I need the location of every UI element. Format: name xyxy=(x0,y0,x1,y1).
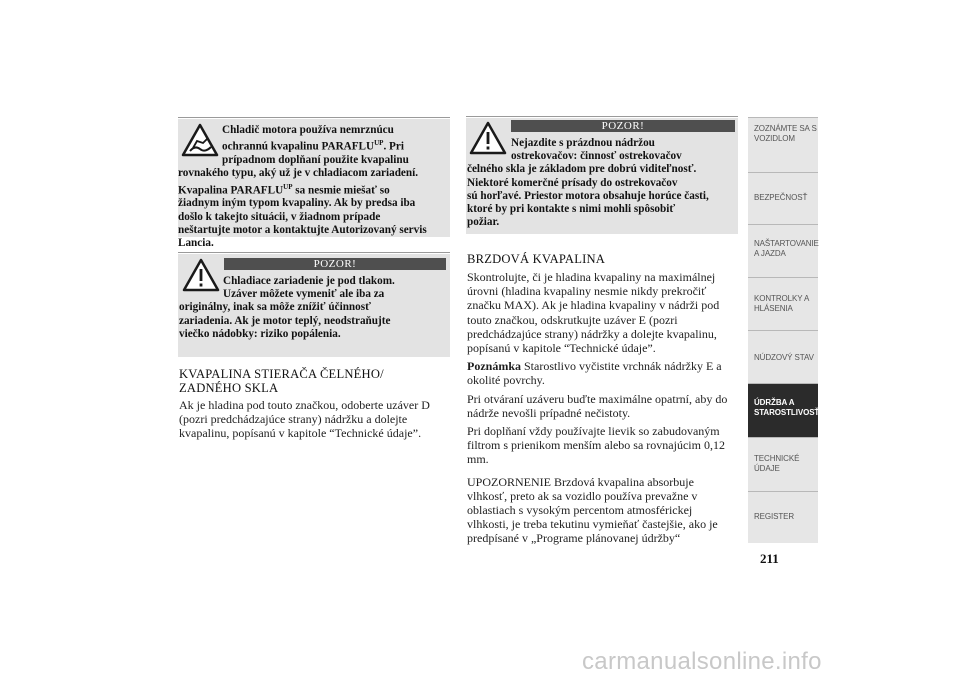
tab-label: NÚDZOVÝ STAV xyxy=(754,353,814,362)
tab-vehicle-intro[interactable] xyxy=(748,117,818,172)
brake-paragraph-1 xyxy=(467,270,742,355)
washer-warning-heading: POZOR! xyxy=(511,120,735,132)
coolant-note-line: došlo k takejto situácii, v žiadnom prípade xyxy=(178,210,381,223)
body-line: vlhkosť, preto ak sa vozidlo používa prevažne v xyxy=(467,488,698,503)
washer-warning-line: Niektoré komerčné prísady do ostrekovačov xyxy=(467,176,678,189)
body-line: Ak je hladina pod touto značkou, odoberte uzáver D xyxy=(179,398,430,412)
brake-fluid-heading: BRZDOVÁ KVAPALINA xyxy=(467,252,606,266)
body-line: Poznámka Starostlivo vyčistite vrchnák nádržky E a xyxy=(467,359,722,374)
right-warning-top-rule xyxy=(466,116,738,117)
brake-paragraph-warning xyxy=(467,475,742,546)
washer-warning-text xyxy=(467,137,737,229)
brake-paragraph-note xyxy=(467,359,742,387)
tab-maintenance[interactable] xyxy=(748,383,818,437)
body-line: oblastiach s vysokým percentom atmosférickej xyxy=(467,503,693,518)
washer-warning-line: požiar. xyxy=(467,216,500,229)
body-line: UPOZORNENIE Brzdová kvapalina absorbuje xyxy=(467,474,694,489)
tab-emergency[interactable] xyxy=(748,330,818,383)
coolant-note-line: Chladič motora používa nemrznúcu xyxy=(222,124,394,136)
tab-label: NAŠTARTOVANIE xyxy=(754,239,819,248)
tab-label: ÚDAJE xyxy=(754,463,780,473)
tab-safety[interactable] xyxy=(748,172,818,224)
heading-line: ZADNÉHO SKLA xyxy=(179,381,279,395)
tab-starting-driving[interactable] xyxy=(748,224,818,277)
left-top-rule xyxy=(178,117,450,118)
tab-label: A JAZDA xyxy=(754,248,786,258)
page-number: 211 xyxy=(760,551,779,566)
tab-label: ÚDRŽBA A xyxy=(754,398,795,407)
tab-label: KONTROLKY A xyxy=(754,294,810,303)
coolant-note-line: Kvapalina $PARAFLU^{UP}$ sa nesmie miešať so xyxy=(178,182,390,197)
brake-paragraph-3 xyxy=(467,392,742,420)
tab-index[interactable] xyxy=(748,491,818,543)
coolant-note-line: neštartujte motor a kontaktujte Autorizovaný servis xyxy=(178,223,427,236)
coolant-note-line: Lancia. xyxy=(178,237,214,250)
washer-warning-line: čelného skla je základom pre dobrú viditeľnosť. xyxy=(467,163,697,176)
heading-line: KVAPALINA STIERAČA ČELNÉHO/ xyxy=(179,367,384,381)
tab-warning-lights[interactable] xyxy=(748,277,818,330)
pressure-warning-line: zariadenia. Ak je motor teplý, neodstraňujte xyxy=(179,314,391,327)
washer-warning-line: ktoré by pri kontakte s nimi mohli spôsobiť xyxy=(467,203,676,216)
left-warning-top-rule xyxy=(178,252,450,253)
washer-warning-line: ostrekovačov: činnosť ostrekovačov xyxy=(511,150,682,163)
washer-fluid-text xyxy=(179,398,454,441)
washer-warning-line: sú horľavé. Priestor motora obsahuje horúce časti, xyxy=(467,189,709,202)
body-line: nádrže nevošli prípadné nečistoty. xyxy=(467,405,631,420)
body-line: predchádzajúce strany) nádržky a dolejte kvapalinu, xyxy=(467,326,717,341)
pressure-warning-line: Uzáver môžete vymeniť ale iba za xyxy=(223,288,385,301)
tab-label: TECHNICKÉ xyxy=(754,454,800,463)
pressure-warning-line: Chladiace zariadenie je pod tlakom. xyxy=(223,275,395,287)
coolant-note-line: prípadnom doplňaní použite kvapalinu xyxy=(222,154,409,167)
body-line: kvapalinu, popísanú v kapitole “Technické údaje”. xyxy=(179,426,422,441)
coolant-note-line: ochrannú kvapalinu $PARAFLU^{UP}$. Pri xyxy=(222,139,404,153)
body-line: Pri otváraní uzáveru buďte maximálne opatrní, aby do xyxy=(467,391,728,406)
body-line: (pozri predchádzajúce strany) nádržku a dolejte xyxy=(179,412,408,427)
body-line: mm. xyxy=(467,452,489,467)
note-label: Poznámka xyxy=(467,359,521,374)
tab-technical-data[interactable] xyxy=(748,437,818,491)
body-line: Pri doplňaní vždy používajte lievik so zabudovaným xyxy=(467,424,720,439)
body-line: úrovni (hladina kvapaliny nesmie nikdy prekročiť xyxy=(467,284,707,299)
coolant-note-text xyxy=(178,124,450,250)
tab-label: REGISTER xyxy=(754,512,795,521)
coolant-note-line: žiadnym iným typom kvapaliny. Ak by predsa iba xyxy=(178,197,416,210)
body-line: filtrom s prienikom menším alebo sa rovnajúcim 0,12 xyxy=(467,438,725,453)
body-line: Skontrolujte, či je hladina kvapaliny na maximálnej xyxy=(467,270,716,284)
tab-label: ZOZNÁMTE SA S xyxy=(754,124,817,133)
tab-label: STAROSTLIVOSŤ xyxy=(754,407,820,417)
superscript-up: UP xyxy=(374,139,384,148)
washer-fluid-heading xyxy=(179,367,451,395)
tab-label: HLÁSENIA xyxy=(754,303,793,313)
superscript-up: UP xyxy=(283,182,293,191)
pressure-warning-text xyxy=(179,275,449,341)
coolant-note-line: rovnakého typu, aký už je v chladiacom zariadení. xyxy=(178,167,419,180)
pressure-warning-line: originálny, inak sa môže znížiť účinnosť xyxy=(179,301,371,314)
body-line: touto značkou, odskrutkujte uzáver E (pozri xyxy=(467,312,678,327)
body-line: predpísané v „Programe plánovanej údržby“ xyxy=(467,531,681,546)
brake-paragraph-4 xyxy=(467,424,742,467)
body-line: vlhkosti, je treba tekutinu vymieňať častejšie, ako je xyxy=(467,517,718,532)
watermark: carmanualsonline.info xyxy=(582,648,822,675)
tab-label: VOZIDLOM xyxy=(754,133,795,143)
pressure-warning-heading: POZOR! xyxy=(224,258,446,270)
tab-label: BEZPEČNOSŤ xyxy=(754,193,808,202)
body-line: okolité povrchy. xyxy=(467,373,545,388)
washer-warning-line: Nejazdite s prázdnou nádržou xyxy=(511,137,655,149)
body-line: popísanú v kapitole “Technické údaje”. xyxy=(467,341,656,356)
body-line: značku MAX). Ak je hladina kvapaliny v nádrži pod xyxy=(467,298,720,313)
brake-fluid-text xyxy=(467,270,742,550)
pressure-warning-line: viečko nádobky: riziko popálenia. xyxy=(179,327,341,340)
